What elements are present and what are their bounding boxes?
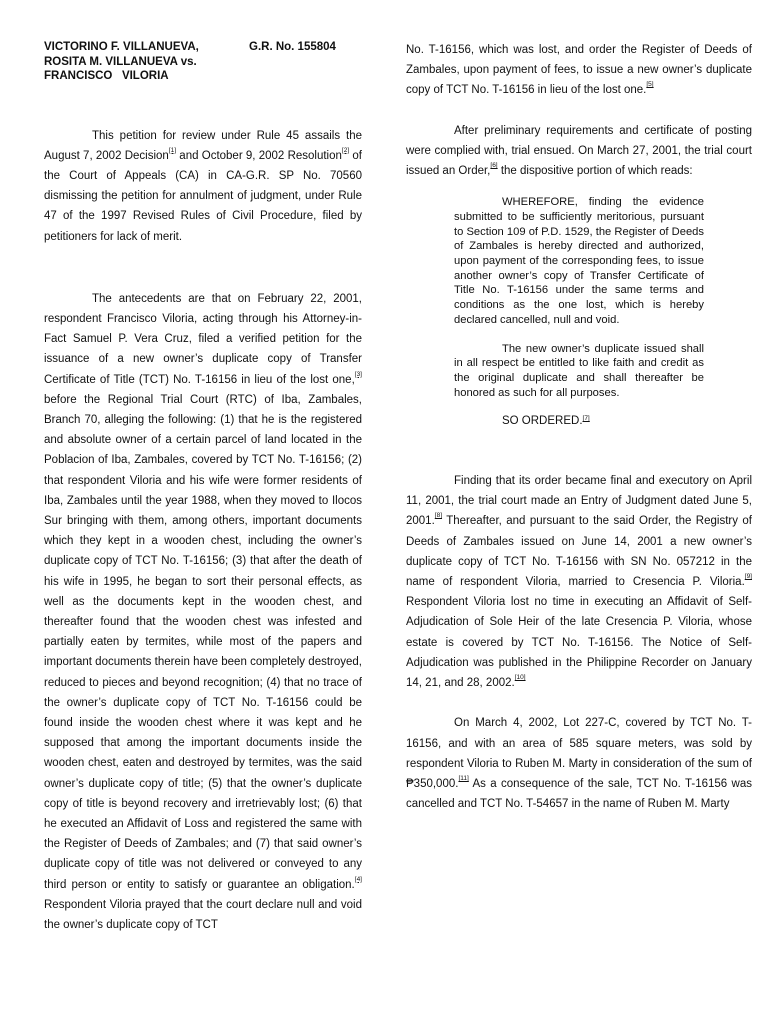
dispositive-quote [454,195,704,400]
footnote-ref-7[interactable]: [7] [582,415,590,423]
so-ordered: SO ORDERED.[7] [502,415,590,428]
paragraph-intro: This petition for review under Rule 45 assails the August 7, 2002 Decision[1] and October 9, 2002 Resolution[2] of the Court of Appeals (CA) in CA-G.R. SP No. 70560 dismissing the petition for annulment of judgment, under Rule 47 of the 1997 Revised Rules of Civil Procedure, filed by petitioners for lack of merit. [44,129,362,243]
footnote-ref-8[interactable]: [8] [434,512,443,520]
paragraph-trial: After preliminary requirements and certificate of posting were complied with, trial ensued. On March 27, 2001, the trial court issued an Order,[6] the dispositive portion of which reads: [406,124,752,178]
footnote-ref-10[interactable]: [10] [514,674,526,682]
case-caption [44,40,362,84]
paragraph-antecedents: The antecedents are that on February 22, 2001, respondent Francisco Viloria, acting through his Attorney-in-Fact Samuel P. Vera Cruz, filed a verified petition for the issuance of a new owner’s duplicate copy of Transfer Certificate of Title (TCT) No. T-16156 in lieu of the lost one,[3] before the Regional Trial Court (RTC) of Iba, Zambales, Branch 70, alleging the following: (1) that he is the registered and absolute owner of a certain parcel of land located in the Poblacion of Iba, Zambales, covered by TCT No. T-16156; (2) that respondent Viloria and his wife were former residents of Iba, Zambales until the year 1988, when they moved to Ilocos Sur bringing with them, among others, important documents which they kept in a wooden chest, including the owner’s duplicate copy of TCT No. T-16156; (3) that after the death of his wife in 1995, he began to sort their personal effects, as well as the documents kept in the wooden chest, and thereafter found that the wooden chest was infested and partially eaten by termites, while most of the papers and important documents therein have been completely destroyed, reduced to pieces and beyond recognition; (4) that no trace of the owner’s duplicate copy of TCT No. T-16156 could be found inside the wooden chest where it was kept and he supposed that among the important documents inside the wooden chest, eaten and destroyed by termites, was the said owner’s duplicate copy of title; (5) that the owner’s duplicate copy of title is beyond recovery and irretrievably lost; (6) that he executed an Affidavit of Loss and registered the same with the Register of Deeds of Zambales; and (7) that said owner’s duplicate copy of title was not delivered or conveyed to any third person or entity to satisfy or guarantee an obligation.[4] Respondent Viloria prayed that the court declare null and void the owner’s duplicate copy of TCT [44,292,362,932]
quote-paragraph-1: WHEREFORE, finding the evidence submitted to be sufficiently meritorious, pursuant to Section 109 of P.D. 1529, the Register of Deeds of Zambales is hereby directed and authorized, upon payment of the corresponding fees, to issue another owner’s copy of Transfer Certificate of Title No. T-16156 under the same terms and conditions as the one lost, which is hereby declared cancelled, null and void. [454,196,704,326]
footnote-ref-9[interactable]: [9] [744,573,752,581]
footnote-ref-2[interactable]: [2] [341,146,350,154]
footnote-ref-4[interactable]: [4] [354,875,362,883]
footnote-ref-1[interactable]: [1] [168,146,177,154]
party-line-3: FRANCISCO VILORIA [44,70,169,82]
footnote-ref-6[interactable]: [6] [490,162,498,170]
left-column [44,40,362,935]
footnote-ref-3[interactable]: [3] [354,370,362,378]
footnote-ref-5[interactable]: [5] [646,81,654,89]
footnote-ref-11[interactable]: [11] [458,774,469,782]
paragraph-entry-of-judgment: Finding that its order became final and executory on April 11, 2001, the trial court made an Entry of Judgment dated June 5, 2001.[8] Thereafter, and pursuant to the said Order, the Registry of Deeds of Zambales issued on June 14, 2001 a new owner’s duplicate copy of TCT No. T-16156 with SN No. 057212 in the name of respondent Viloria, married to Cresencia P. Viloria.[9] Respondent Viloria lost no time in executing an Affidavit of Self-Adjudication of Sole Heir of the late Cresencia P. Viloria, whose estate is covered by TCT No. T-16156. The Notice of Self-Adjudication was published in the Philippine Recorder on January 14, 21, and 28, 2002.[10] [406,475,752,690]
quote-paragraph-2: The new owner’s duplicate issued shall in all respect be entitled to like faith and credit as the original duplicate and shall thereafter be honored as such for all purposes. [454,342,704,399]
gr-number: G.R. No. 155804 [249,41,336,53]
party-line-2: ROSITA M. VILLANUEVA vs. [44,55,197,68]
paragraph-continued: No. T-16156, which was lost, and order the Register of Deeds of Zambales, upon payment of fees, to issue a new owner’s duplicate copy of TCT No. T-16156 in lieu of the lost one.[5] [406,44,752,97]
party-line-1: VICTORINO F. VILLANUEVA, [44,41,199,53]
paragraph-sale: On March 4, 2002, Lot 227-C, covered by TCT No. T-16156, and with an area of 585 square meters, was sold by respondent Viloria to Ruben M. Marty in consideration of the sum of ₱350,000.[11] As a consequence of the sale, TCT No. T-16156 was cancelled and TCT No. T-54657 in the name of Ruben M. Marty [406,717,752,811]
right-column [406,40,752,814]
